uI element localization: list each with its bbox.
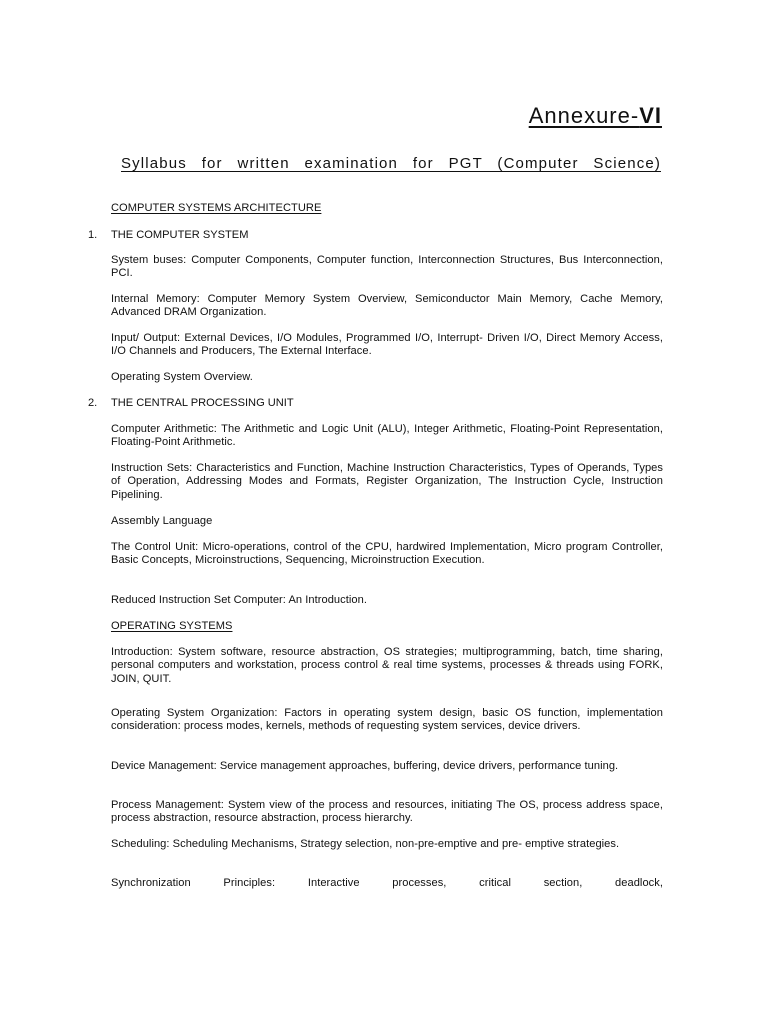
item-number-1: 1. — [88, 229, 98, 241]
annexure-prefix: Annexure- — [528, 103, 640, 128]
paragraph-control-unit: The Control Unit: Micro-operations, control of the CPU, hardwired Implementation, Micro program Controller, Basic Concepts, Microinstructions, Sequencing, Microinstruction Execution. — [111, 541, 663, 567]
section-heading-operating-systems: OPERATING SYSTEMS — [111, 620, 233, 632]
paragraph-synchronization: Synchronization Principles: Interactive processes, critical section, deadlock, — [111, 877, 663, 889]
paragraph-computer-arithmetic: Computer Arithmetic: The Arithmetic and Logic Unit (ALU), Integer Arithmetic, Floating-Point Representation, Floating-Point Arithmetic. — [111, 423, 663, 449]
syllabus-title: Syllabus for written examination for PGT (Computer Science) — [121, 155, 661, 172]
paragraph-os-organization: Operating System Organization: Factors in operating system design, basic OS function, implementation consideration: process modes, kernels, methods of requesting system services, device drivers. — [111, 707, 663, 733]
paragraph-process-management: Process Management: System view of the process and resources, initiating The OS, process address space, process abstraction, resource abstraction, process hierarchy. — [111, 799, 663, 825]
paragraph-input-output: Input/ Output: External Devices, I/O Modules, Programmed I/O, Interrupt- Driven I/O, Direct Memory Access, I/O Channels and Producers, The External Interface. — [111, 332, 663, 358]
paragraph-instruction-sets: Instruction Sets: Characteristics and Function, Machine Instruction Characteristics, Types of Operands, Types of Operation, Addressing Modes and Formats, Register Organization, The Instruction Cycle, Instruction Pipelining. — [111, 462, 663, 501]
item-number-2: 2. — [88, 397, 98, 409]
section-heading-architecture: COMPUTER SYSTEMS ARCHITECTURE — [111, 202, 322, 214]
annexure-numeral: VI — [639, 103, 662, 128]
annexure-label — [529, 103, 662, 129]
paragraph-system-buses: System buses: Computer Components, Computer function, Interconnection Structures, Bus Interconnection, PCI. — [111, 254, 663, 280]
paragraph-scheduling: Scheduling: Scheduling Mechanisms, Strategy selection, non-pre-emptive and pre- emptive strategies. — [111, 838, 620, 850]
item-title-cpu: THE CENTRAL PROCESSING UNIT — [111, 397, 294, 409]
paragraph-risc: Reduced Instruction Set Computer: An Introduction. — [111, 594, 367, 606]
paragraph-introduction: Introduction: System software, resource abstraction, OS strategies; multiprogramming, batch, time sharing, personal computers and workstation, process control & real time systems, processes & threads using FORK, JOIN, QUIT. — [111, 646, 663, 685]
paragraph-assembly-language: Assembly Language — [111, 515, 213, 527]
item-title-computer-system: THE COMPUTER SYSTEM — [111, 229, 249, 241]
paragraph-internal-memory: Internal Memory: Computer Memory System Overview, Semiconductor Main Memory, Cache Memory, Advanced DRAM Organization. — [111, 293, 663, 319]
paragraph-os-overview: Operating System Overview. — [111, 371, 253, 383]
paragraph-device-management: Device Management: Service management approaches, buffering, device drivers, performance tuning. — [111, 760, 619, 772]
